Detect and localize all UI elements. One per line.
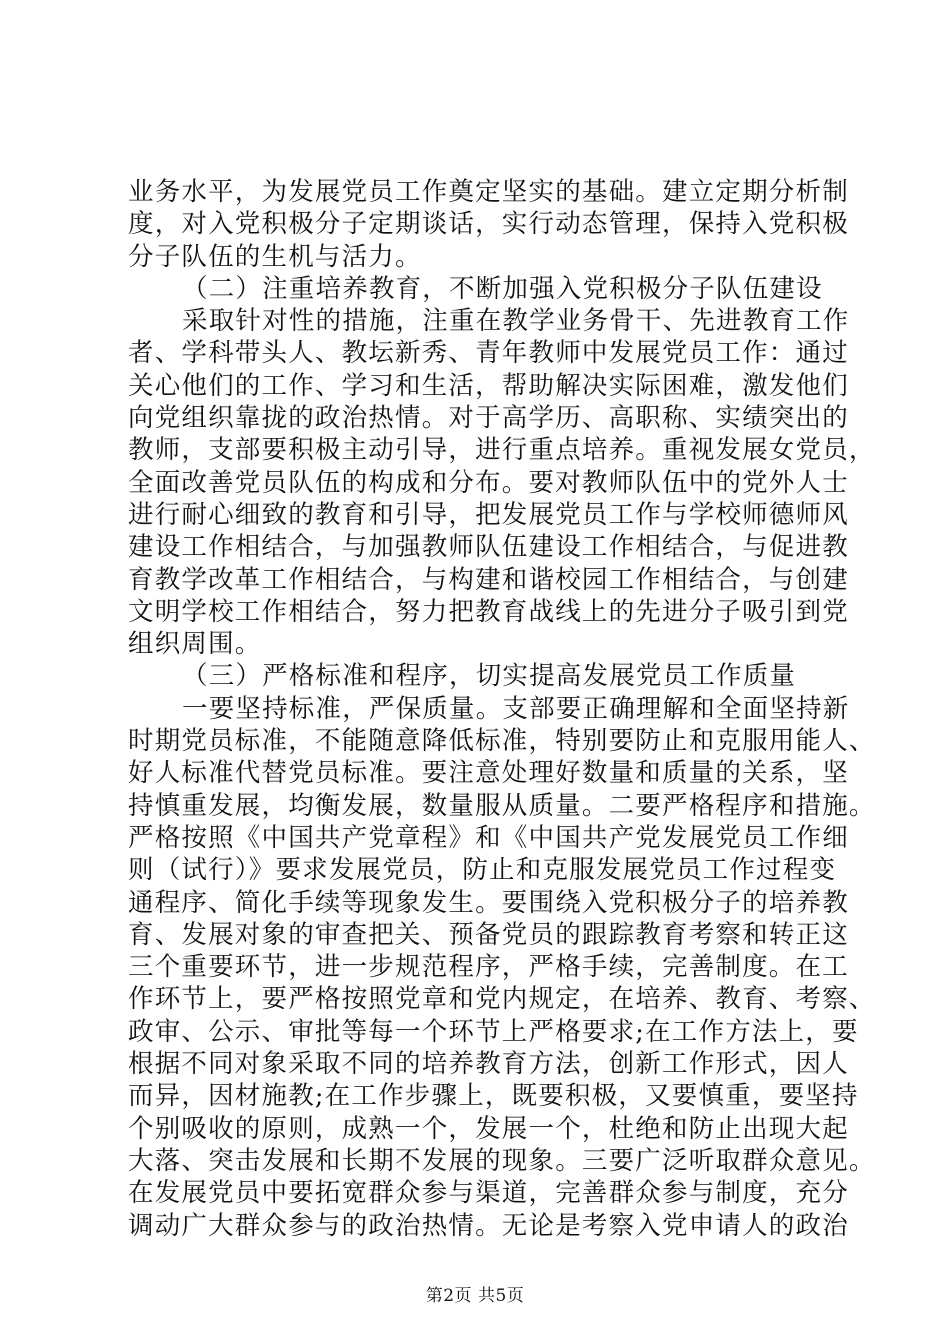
- paragraph-line: 采取针对性的措施，注重在教学业务骨干、先进教育工作: [182, 306, 850, 337]
- paragraph-line: 者、学科带头人、教坛新秀、青年教师中发展党员工作：通过: [128, 338, 849, 369]
- paragraph-line: 而异，因材施教;在工作步骤上，既要积极，又要慎重，要坚持: [128, 1081, 859, 1112]
- paragraph-line: 作环节上，要严格按照党章和党内规定，在培养、教育、考察、: [128, 984, 876, 1015]
- paragraph-line: 三个重要环节，进一步规范程序，严格手续，完善制度。在工: [128, 952, 849, 983]
- paragraph-line: 文明学校工作相结合，努力把教育战线上的先进分子吸引到党: [128, 596, 849, 627]
- paragraph-line: 全面改善党员队伍的构成和分布。要对教师队伍中的党外人士: [128, 467, 849, 498]
- paragraph-line: 政审、公示、审批等每一个环节上严格要求;在工作方法上，要: [128, 1016, 859, 1047]
- paragraph-line: 建设工作相结合，与加强教师队伍建设工作相结合，与促进教: [128, 532, 849, 563]
- document-body: [128, 176, 876, 1242]
- paragraph-line: 则（试行）》要求发展党员，防止和克服发展党员工作过程变: [128, 855, 837, 886]
- paragraph-line: 根据不同对象采取不同的培养教育方法，创新工作形式，因人: [128, 1049, 849, 1080]
- paragraph-line: 教师，支部要积极主动引导，进行重点培养。重视发展女党员，: [128, 435, 876, 466]
- paragraph-line: 组织周围。: [128, 629, 262, 660]
- paragraph-line: 向党组织靠拢的政治热情。对于高学历、高职称、实绩突出的: [128, 403, 849, 434]
- section-heading: （二）注重培养教育，不断加强入党积极分子队伍建设: [182, 273, 823, 304]
- paragraph-line: 严格按照《中国共产党章程》和《中国共产党发展党员工作细: [128, 822, 849, 853]
- paragraph-line: 好人标准代替党员标准。要注意处理好数量和质量的关系，坚: [128, 758, 849, 789]
- paragraph-line: 分子队伍的生机与活力。: [128, 241, 422, 272]
- paragraph-line: 时期党员标准，不能随意降低标准，特别要防止和克服用能人、: [128, 726, 876, 757]
- paragraph-line: 通程序、简化手续等现象发生。要围绕入党积极分子的培养教: [128, 887, 849, 918]
- paragraph-line: 大落、突击发展和长期不发展的现象。三要广泛听取群众意见。: [128, 1145, 876, 1176]
- paragraph-line: 育教学改革工作相结合，与构建和谐校园工作相结合，与创建: [128, 564, 849, 595]
- paragraph-line: 关心他们的工作、学习和生活，帮助解决实际困难，激发他们: [128, 370, 849, 401]
- paragraph-line: 业务水平，为发展党员工作奠定坚实的基础。建立定期分析制: [128, 177, 849, 207]
- paragraph-line: 调动广大群众参与的政治热情。无论是考察入党申请人的政治: [128, 1210, 849, 1241]
- paragraph-line: 进行耐心细致的教育和引导，把发展党员工作与学校师德师风: [128, 499, 849, 530]
- section-heading: （三）严格标准和程序，切实提高发展党员工作质量: [182, 661, 797, 692]
- paragraph-line: 育、发展对象的审查把关、预备党员的跟踪教育考察和转正这: [128, 919, 849, 950]
- paragraph-line: 个别吸收的原则，成熟一个，发展一个，杜绝和防止出现大起: [128, 1113, 849, 1144]
- page-number-footer: 第2页 共5页: [425, 1286, 525, 1306]
- paragraph-line: 一要坚持标准，严保质量。支部要正确理解和全面坚持新: [182, 693, 850, 724]
- paragraph-line: 度，对入党积极分子定期谈话，实行动态管理，保持入党积极: [128, 209, 849, 240]
- paragraph-line: 持慎重发展，均衡发展，数量服从质量。二要严格程序和措施。: [128, 790, 876, 821]
- paragraph-line: 在发展党员中要拓宽群众参与渠道，完善群众参与制度，充分: [128, 1178, 849, 1209]
